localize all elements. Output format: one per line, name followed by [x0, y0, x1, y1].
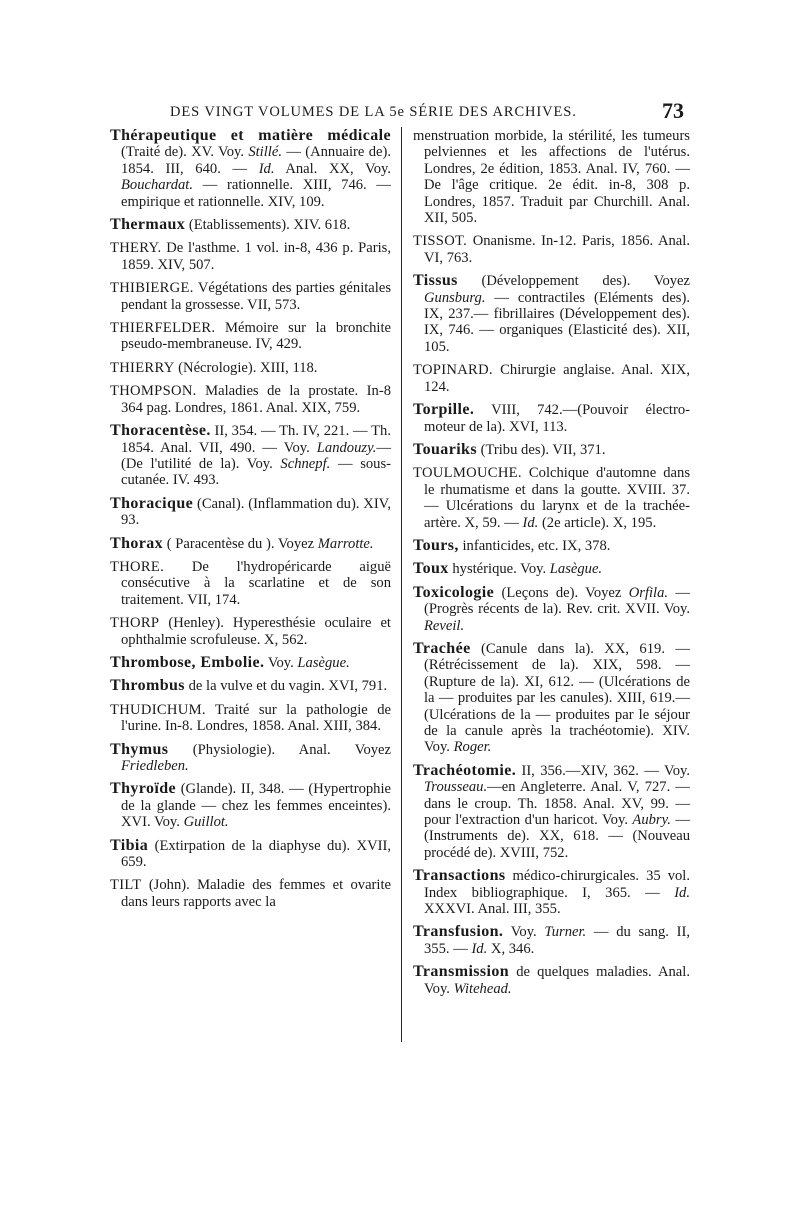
- entry-text: (Henley). Hyperesthésie oculaire et ophthalmie scrofuleuse. X, 562.: [121, 615, 391, 648]
- index-entry: [110, 838, 391, 871]
- entry-reference-name: Marrotte.: [317, 535, 374, 552]
- entry-headword: Thoracique: [110, 494, 194, 512]
- entry-author: TOPINARD.: [413, 362, 493, 379]
- entry-author: THORE.: [110, 558, 165, 575]
- entry-text: (Glande). II, 348. — (Hypertrophie de la glande — chez les femmes enceintes). XVI. Voy.: [121, 781, 391, 831]
- entry-author: TILT: [110, 877, 142, 894]
- entry-text: de quelques maladies. Anal. Voy.: [424, 964, 690, 997]
- entry-headword: Toxicologie: [413, 583, 495, 601]
- index-entry: [110, 877, 391, 910]
- entry-reference-name: Roger.: [453, 739, 492, 756]
- column-divider: [401, 127, 402, 1042]
- left-column: [110, 128, 391, 917]
- entry-headword: Trachée: [413, 639, 471, 657]
- index-entry: [110, 655, 391, 671]
- entry-text: (2e article). X, 195.: [538, 514, 657, 531]
- entry-text: (Etablissements). XIV. 618.: [185, 217, 351, 234]
- entry-reference-name: Lasègue.: [297, 654, 350, 671]
- entry-headword: Thoracentèse.: [110, 422, 211, 440]
- entry-text: Chirurgie anglaise. Anal. XIX, 124.: [424, 362, 690, 395]
- index-entry: [413, 362, 690, 395]
- entry-text: De l'asthme. 1 vol. in-8, 436 p. Paris, 1859. XIV, 507.: [121, 240, 391, 273]
- entry-reference-name: Stillé.: [248, 144, 282, 161]
- entry-headword: Thyroïde: [110, 780, 177, 798]
- entry-reference-name: Friedleben.: [121, 758, 189, 774]
- index-entry: [413, 868, 690, 917]
- index-entry: [413, 924, 690, 957]
- index-entry: [413, 465, 690, 531]
- index-entry: [413, 585, 690, 634]
- entry-headword: Thermaux: [110, 216, 186, 234]
- entry-author: THOMPSON.: [110, 383, 197, 400]
- index-entry: [413, 763, 690, 861]
- entry-author: TOULMOUCHE.: [413, 465, 522, 482]
- entry-author: THORP: [110, 615, 160, 632]
- index-entry: [110, 615, 391, 648]
- entry-text: VIII, 742.—(Pouvoir électro-moteur de la). XVI, 113.: [424, 402, 690, 435]
- index-entry: [110, 383, 391, 416]
- entry-headword: Transfusion.: [413, 923, 504, 941]
- entry-text: — (Progrès récents de la). Rev. crit. XVII. Voy.: [424, 584, 690, 618]
- entry-text: Maladies de la prostate. In-8 364 pag. Londres, 1861. Anal. XIX, 759.: [121, 383, 391, 416]
- index-entry: [110, 423, 391, 489]
- entry-headword: Touariks: [413, 440, 477, 458]
- entry-headword: Tibia: [110, 836, 149, 854]
- entry-text: (Physiologie). Anal. Voyez: [168, 741, 391, 758]
- entry-text: — (Instruments de). XX, 618. — (Nouveau procédé de). XVIII, 752.: [424, 812, 690, 861]
- entry-reference-name: Gunsburg.: [424, 289, 486, 306]
- entry-headword: Thrombose, Embolie.: [110, 653, 265, 671]
- entry-text: XXXVI. Anal. III, 355.: [424, 901, 561, 918]
- index-entry: [110, 702, 391, 735]
- index-entry: [413, 273, 690, 355]
- entry-reference-name: Bouchardat.: [121, 177, 194, 194]
- entry-text: ( Paracentèse du ). Voyez: [163, 535, 318, 552]
- index-entry: [413, 233, 690, 266]
- entry-reference-name: Witehead.: [453, 980, 512, 997]
- entry-reference-name: Guillot.: [183, 814, 229, 831]
- entry-text: Anal. XX, Voy.: [274, 160, 391, 177]
- index-entry: [110, 559, 391, 608]
- index-entry: [413, 561, 690, 577]
- index-entry: [413, 442, 690, 458]
- entry-headword: Transactions: [413, 867, 506, 885]
- index-entry: [413, 402, 690, 435]
- entry-text: infanticides, etc. IX, 378.: [458, 537, 611, 554]
- index-entry: [110, 128, 391, 210]
- entry-text: Mémoire sur la bronchite pseudo-membraneuse. IV, 429.: [121, 320, 391, 353]
- entry-text: II, 354. — Th. IV, 221. — Th. 1854. Anal. VII, 490. — Voy.: [121, 423, 391, 456]
- index-entry: [110, 280, 391, 313]
- right-column: [413, 128, 690, 1004]
- index-entry: [413, 641, 690, 756]
- entry-text: — rationnelle. XIII, 746. — empirique et rationnelle. XIV, 109.: [121, 177, 391, 210]
- entry-text: (John). Maladie des femmes et ovarite dans leurs rapports avec la: [121, 877, 391, 910]
- index-entry: [110, 320, 391, 353]
- entry-reference-name: Id.: [258, 160, 275, 177]
- page-number: 73: [662, 98, 684, 123]
- entry-text: — (Annuaire de). 1854. III, 640. —: [121, 144, 392, 177]
- entry-reference-name: Trousseau.: [424, 779, 488, 796]
- entry-text: (Nécrologie). XIII, 118.: [174, 359, 318, 376]
- entry-reference-name: Reveil.: [424, 617, 465, 634]
- index-entry: [110, 678, 391, 694]
- index-entry: [413, 128, 690, 226]
- entry-text: — contractiles (Eléments des). IX, 237.— fibrillaires (Développement des). IX, 746. — organiques (Elasticité des). XII, 105.: [424, 289, 690, 355]
- entry-text: —(De l'utilité de la). Voy.: [121, 439, 391, 472]
- entry-text: Onanisme. In-12. Paris, 1856. Anal. VI, 763.: [424, 233, 690, 266]
- entry-headword: Transmission: [413, 963, 510, 981]
- entry-text: Colchique d'automne dans le rhumatisme et dans la goutte. XVIII. 37. — Ulcérations du larynx et de la trachée-artère. X, 59. —: [424, 465, 690, 531]
- index-entry: [413, 964, 690, 997]
- entry-reference-name: Turner.: [544, 924, 587, 941]
- entry-headword: Thérapeutique et matière médicale: [110, 127, 391, 144]
- entry-text: II, 356.—XIV, 362. — Voy.: [516, 762, 690, 779]
- entry-text: Voy.: [503, 924, 545, 941]
- entry-author: THIBIERGE.: [110, 280, 194, 297]
- entry-headword: Torpille.: [413, 401, 475, 419]
- entry-text: Traité sur la pathologie de l'urine. In-8. Londres, 1858. Anal. XIII, 384.: [121, 701, 391, 735]
- entry-text: (Canule dans la). XX, 619. —(Rétrécissement de la). XIX, 598. —(Rupture de la). XI, 612. — (Ulcérations de la — produites par les canules). XIII, 619.—(Ulcérations de la — produites par le séjour de la canule après la trachéotomie). XIV. Voy.: [424, 640, 690, 756]
- entry-reference-name: Landouzy.: [316, 439, 377, 456]
- entry-text: (Tribu des). VII, 371.: [476, 441, 606, 458]
- entry-headword: Thymus: [110, 740, 169, 758]
- entry-text: de la vulve et du vagin. XVI, 791.: [184, 678, 388, 695]
- entry-reference-name: Schnepf.: [280, 455, 331, 472]
- index-entry: [110, 217, 391, 233]
- entry-text: Voy.: [264, 654, 298, 671]
- index-entry: [413, 538, 690, 554]
- entry-reference-name: Lasègue.: [549, 561, 603, 578]
- entry-author: TISSOT.: [413, 233, 468, 250]
- entry-headword: Trachéotomie.: [413, 761, 517, 779]
- index-entry: [110, 360, 391, 376]
- entry-reference-name: Orfila.: [628, 584, 669, 601]
- index-entry: [110, 240, 391, 273]
- entry-author: THUDICHUM.: [110, 701, 206, 718]
- entry-text: médico-chirurgicales. 35 vol. Index bibliographique. I, 365. —: [424, 868, 690, 901]
- entry-text: hystérique. Voy.: [448, 561, 550, 578]
- entry-author: THERY.: [110, 240, 162, 257]
- entry-headword: Thrombus: [110, 677, 185, 695]
- entry-headword: Toux: [413, 560, 449, 578]
- entry-reference-name: Id.: [471, 940, 488, 957]
- entry-reference-name: Id.: [522, 514, 539, 531]
- entry-text: —en Angleterre. Anal. V, 727. — dans le croup. Th. 1858. Anal. XV, 99. — pour l'extraction d'un haricot. Voy.: [424, 779, 690, 829]
- entry-text: — sous-cutanée. IV. 493.: [121, 455, 392, 489]
- entry-text: De l'hydropéricarde aiguë consécutive à la scarlatine et de son traitement. VII, 174.: [121, 558, 391, 608]
- entry-headword: Thorax: [110, 534, 164, 552]
- entry-text: menstruation morbide, la stérilité, les tumeurs pelviennes et les affections de l'utérus. Londres, 2e édition, 1853. Anal. IV, 760. — De l'âge critique. 2e édit. in-8, 308 p. Londres, 1857. Traduit par Churchill. Anal. XII, 505.: [413, 128, 690, 227]
- entry-text: Végétations des parties génitales pendant la grossesse. VII, 573.: [121, 280, 391, 313]
- entry-text: (Canal). (Inflammation du). XIV, 93.: [121, 495, 391, 529]
- entry-reference-name: Id.: [674, 884, 690, 901]
- entry-text: (Développement des). Voyez: [457, 273, 690, 290]
- index-entry: [110, 742, 391, 775]
- index-entry: [110, 496, 391, 529]
- entry-text: X, 346.: [487, 940, 535, 957]
- entry-author: THIERRY: [110, 359, 175, 376]
- index-entry: [110, 781, 391, 830]
- entry-text: (Extirpation de la diaphyse du). XVII, 659.: [121, 837, 391, 871]
- entry-text: (Leçons de). Voyez: [494, 584, 629, 601]
- entry-text: — du sang. II, 355. —: [424, 924, 690, 957]
- entry-text: (Traité de). XV. Voy.: [121, 144, 249, 161]
- running-title: DES VINGT VOLUMES DE LA 5e SÉRIE DES ARCHIVES.: [170, 104, 577, 120]
- entry-headword: Tissus: [413, 272, 458, 290]
- entry-author: THIERFELDER.: [110, 320, 216, 337]
- entry-headword: Tours,: [413, 536, 459, 554]
- index-entry: [110, 536, 391, 552]
- entry-reference-name: Aubry.: [632, 812, 671, 829]
